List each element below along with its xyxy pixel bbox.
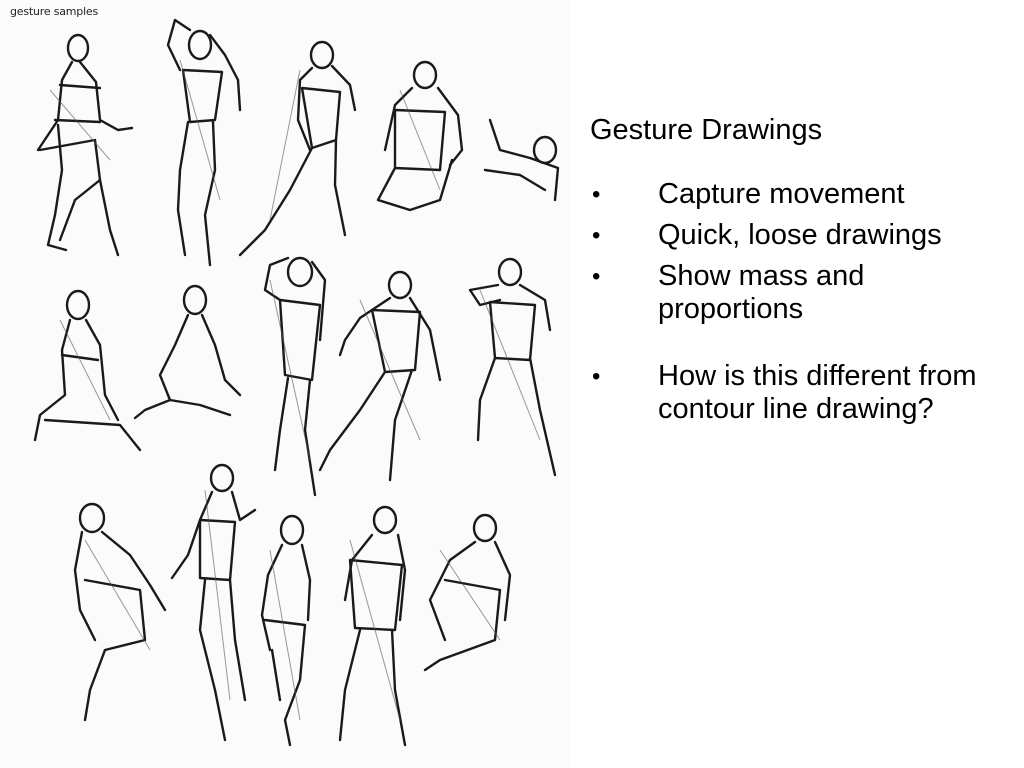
sketch-figure xyxy=(485,120,558,200)
sketch-figure xyxy=(425,515,510,670)
sketch-figure xyxy=(265,258,325,495)
image-caption: gesture samples xyxy=(10,5,99,18)
sketch-figure xyxy=(320,272,440,480)
sketch-figure xyxy=(38,35,132,255)
sketch-figure xyxy=(340,507,405,745)
bullet-text: Capture movement xyxy=(658,178,905,210)
bullet-list xyxy=(590,178,1010,426)
bullet-marker: • xyxy=(592,363,601,390)
sketch-figure xyxy=(135,286,240,418)
slide-text-block xyxy=(590,112,1010,434)
sketch-figure xyxy=(378,62,462,210)
slide-title: Gesture Drawings xyxy=(590,114,823,146)
bullet-text: How is this different from contour line drawing? xyxy=(658,360,977,425)
bullet-text: Quick, loose drawings xyxy=(658,219,942,251)
bullet-item xyxy=(590,178,1010,211)
bullet-marker: • xyxy=(592,222,601,249)
bullet-item xyxy=(590,260,1010,326)
sketch-figure xyxy=(262,516,310,745)
sketch-figure xyxy=(470,259,555,475)
sketch-figure xyxy=(172,465,255,740)
sketch-figure xyxy=(240,42,355,255)
bullet-marker: • xyxy=(592,263,601,290)
bullet-marker: • xyxy=(592,181,601,208)
bullet-text: Show mass and proportions xyxy=(658,260,865,325)
sketch-figure xyxy=(35,291,140,450)
bullet-item xyxy=(590,219,1010,252)
sketch-figure xyxy=(75,504,165,720)
bullet-item xyxy=(590,360,1010,426)
